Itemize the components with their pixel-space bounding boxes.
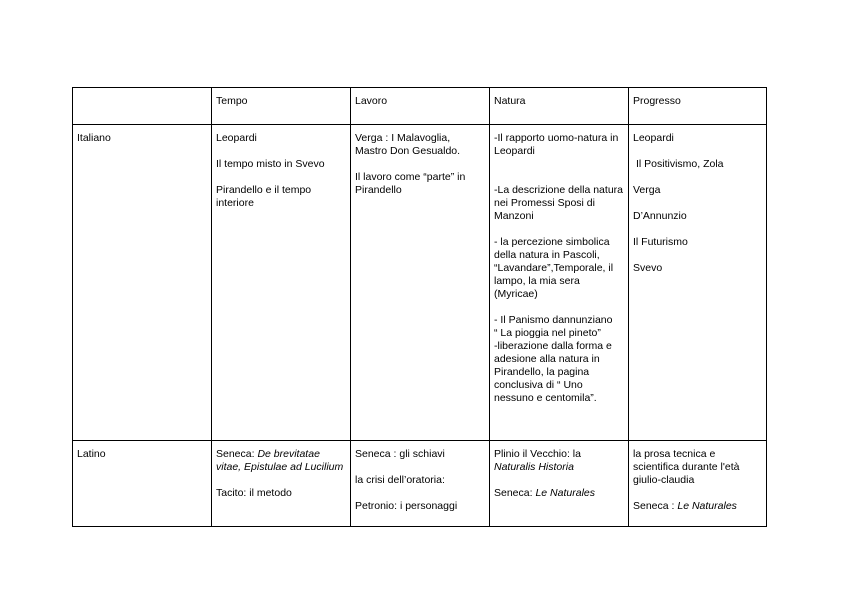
- cell-paragraph: Verga: [633, 184, 661, 196]
- cell-paragraph: la prosa tecnica e scientifica durante l'età giulio-claudia: [633, 448, 743, 486]
- header-cell-tempo: Tempo: [212, 88, 351, 125]
- cell-paragraph: Il Positivismo, Zola: [636, 158, 724, 170]
- work-title: De brevitatae vitae, Epistulae ad Lucilium: [216, 448, 344, 473]
- cell-paragraph: Il Futurismo: [633, 236, 688, 248]
- cell-italiano-tempo: [212, 125, 351, 441]
- cell-paragraph: Il tempo misto in Svevo: [216, 158, 325, 170]
- author-name: Seneca :: [633, 500, 678, 512]
- cell-paragraph: Pirandello e il tempo interiore: [216, 184, 315, 209]
- cell-paragraph: Seneca : gli schiavi: [355, 448, 445, 460]
- row-label-italiano: Italiano: [73, 125, 212, 441]
- comparison-table: [72, 87, 767, 527]
- author-name: Plinio il Vecchio: la: [494, 448, 584, 460]
- cell-paragraph: Il lavoro come “parte” in Pirandello: [355, 171, 469, 196]
- author-name: Seneca:: [216, 448, 258, 460]
- table-header-row: [73, 88, 767, 125]
- cell-paragraph: [494, 448, 624, 474]
- cell-paragraph: Tacito: il metodo: [216, 487, 292, 499]
- cell-latino-lavoro: [351, 441, 490, 527]
- table-row-italiano: [73, 125, 767, 441]
- cell-italiano-natura: [490, 125, 629, 441]
- header-cell-lavoro: Lavoro: [351, 88, 490, 125]
- cell-paragraph: [494, 487, 624, 500]
- work-title: Le Naturales: [677, 500, 737, 512]
- cell-paragraph: Svevo: [633, 262, 663, 274]
- cell-paragraph: -liberazione dalla forma e adesione alla natura in Pirandello, la pagina conclusiva di “ Uno nessuno e centomila”.: [494, 340, 615, 404]
- header-cell-natura: Natura: [490, 88, 629, 125]
- cell-paragraph: [633, 500, 762, 513]
- cell-paragraph: “ La pioggia nel pineto”: [494, 327, 601, 339]
- author-name: Seneca:: [494, 487, 536, 499]
- header-cell-empty: [73, 88, 212, 125]
- cell-paragraph: Leopardi: [633, 132, 674, 144]
- cell-paragraph: - la percezione simbolica della natura in Pascoli, “Lavandare”,Temporale, il lampo, la mia sera (Myricae): [494, 236, 616, 300]
- table-row-latino: [73, 441, 767, 527]
- cell-paragraph: [216, 448, 346, 474]
- cell-paragraph: -La descrizione della natura nei Promessi Sposi di Manzoni: [494, 184, 626, 222]
- cell-italiano-progresso: [629, 125, 767, 441]
- cell-latino-progresso: [629, 441, 767, 527]
- cell-italiano-lavoro: [351, 125, 490, 441]
- cell-latino-natura: [490, 441, 629, 527]
- cell-paragraph: Leopardi: [216, 132, 257, 144]
- cell-paragraph: la crisi dell’oratoria:: [355, 474, 445, 486]
- work-title: Naturalis Historia: [494, 461, 574, 473]
- header-cell-progresso: Progresso: [629, 88, 767, 125]
- cell-paragraph: Verga : I Malavoglia, Mastro Don Gesualdo.: [355, 132, 461, 157]
- work-title: Le Naturales: [535, 487, 595, 499]
- cell-paragraph: Petronio: i personaggi: [355, 500, 458, 512]
- cell-latino-tempo: [212, 441, 351, 527]
- cell-paragraph: -Il rapporto uomo-natura in Leopardi: [494, 132, 622, 157]
- row-label-latino: Latino: [73, 441, 212, 527]
- cell-paragraph: - Il Panismo dannunziano: [494, 314, 613, 326]
- cell-paragraph: D’Annunzio: [633, 210, 687, 222]
